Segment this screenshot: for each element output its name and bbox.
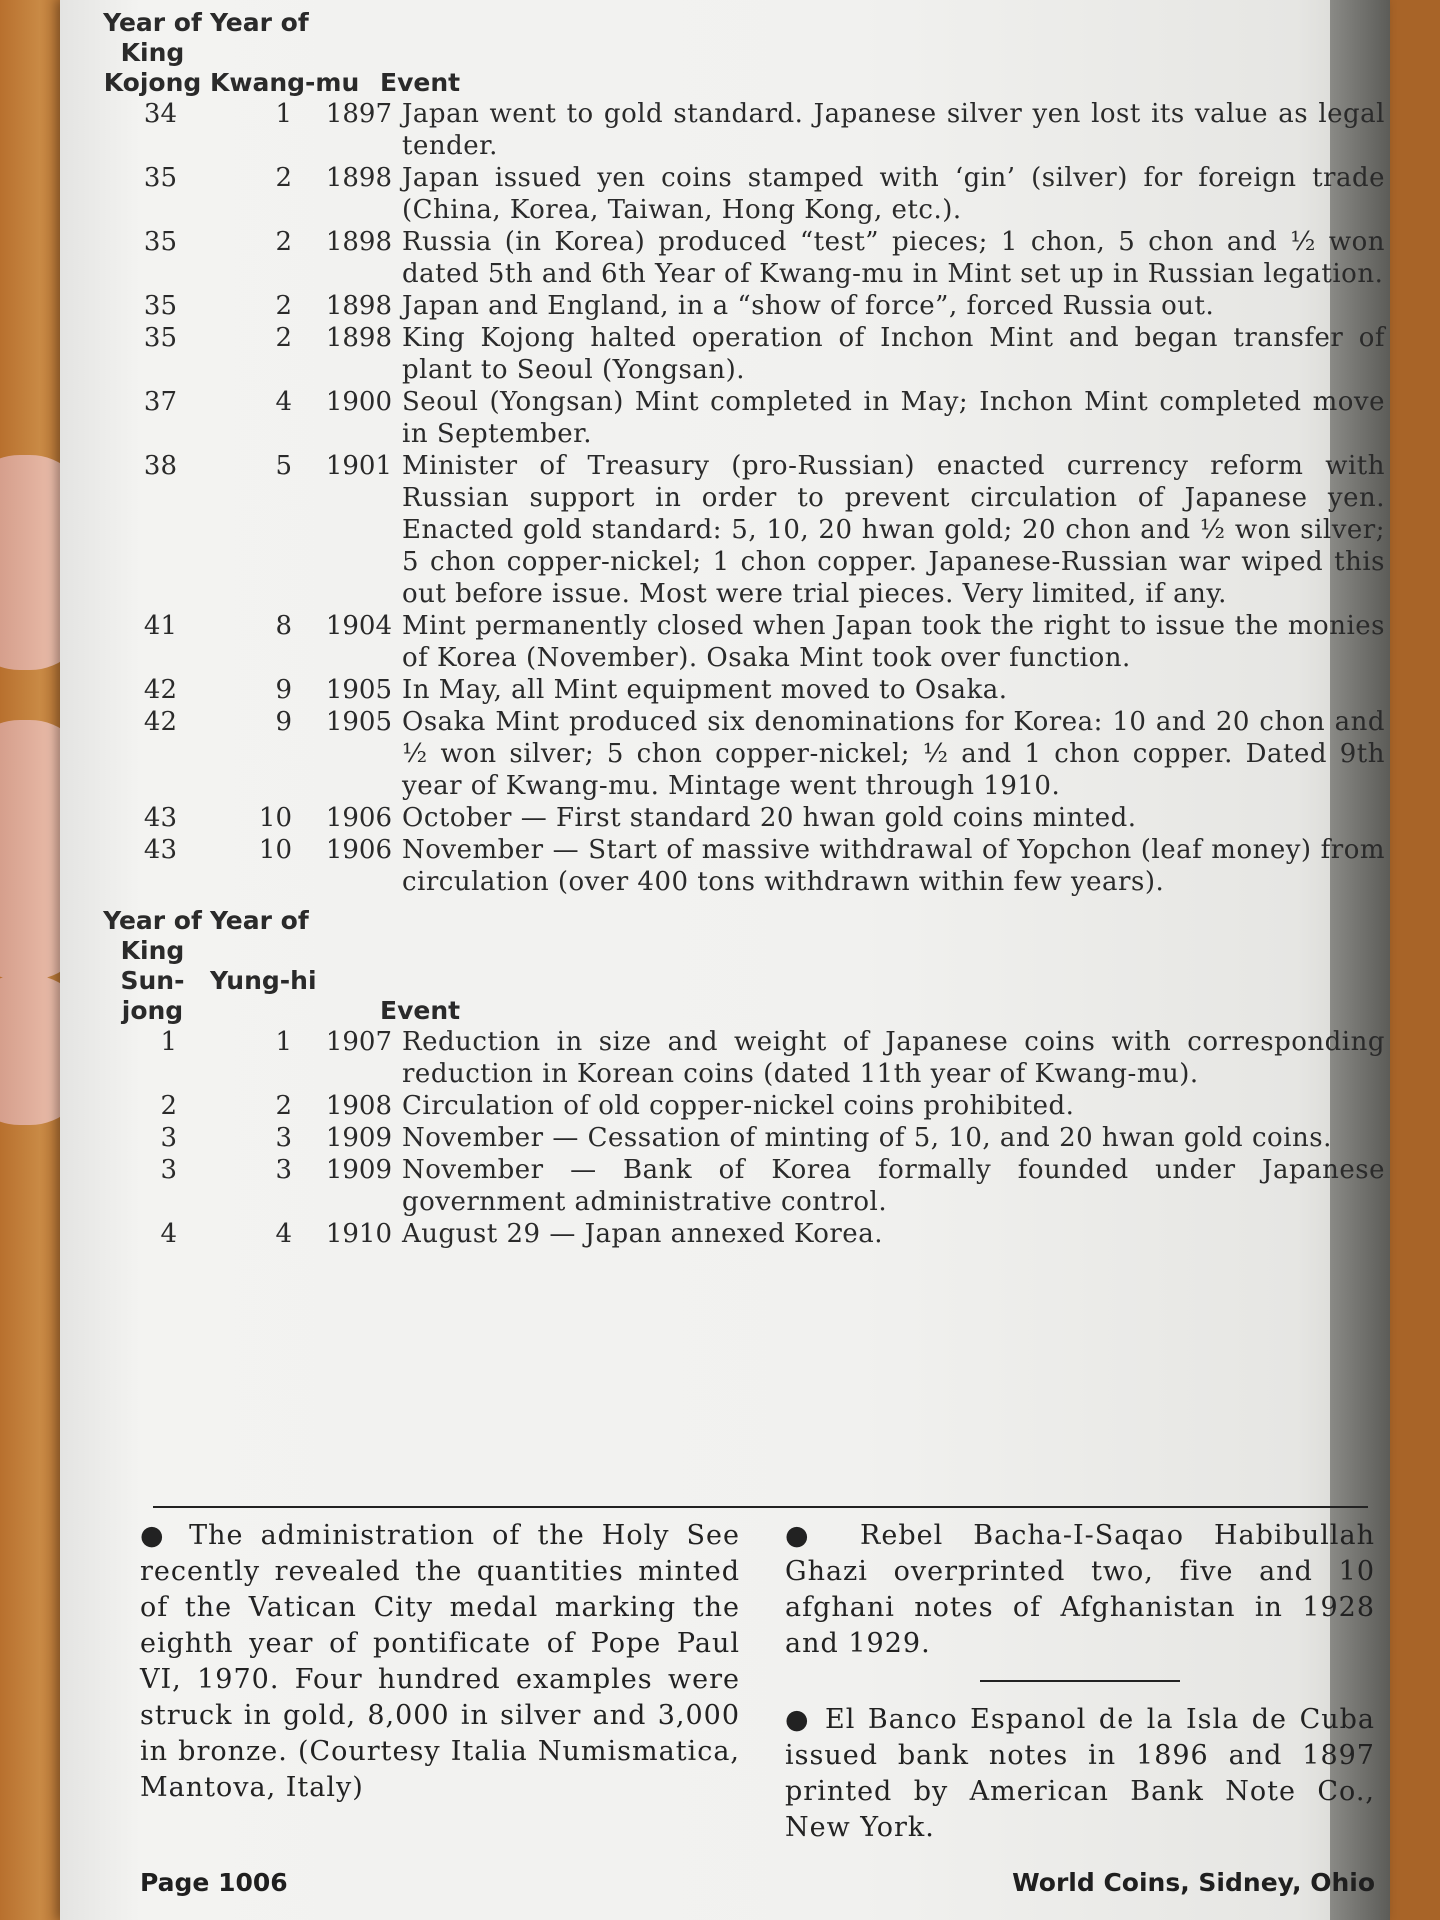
king-year-cell: 42: [143, 675, 177, 705]
event-cell: November — Start of massive withdrawal of Yopchon (leaf money) from circulation (over 400 tons withdrawn within few years).: [402, 835, 1385, 897]
king-year-cell: 35: [143, 163, 177, 193]
gregorian-year-cell: 1901: [325, 451, 392, 481]
gregorian-year-cell: 1898: [325, 163, 392, 193]
gregorian-year-cell: 1898: [325, 323, 392, 353]
reign-year-cell: 10: [258, 835, 292, 865]
reign-year-cell: 3: [275, 1123, 292, 1153]
reign-year-cell: 2: [275, 227, 292, 257]
king-year-cell: 2: [160, 1091, 177, 1121]
gregorian-year-cell: 1905: [325, 707, 392, 737]
event-cell: Japan went to gold standard. Japanese silver yen lost its value as legal tender.: [402, 99, 1385, 161]
reign-year-cell: 9: [275, 675, 292, 705]
event-cell: Seoul (Yongsan) Mint completed in May; Inchon Mint completed move in September.: [402, 387, 1385, 449]
reign-year-cell: 1: [275, 1027, 292, 1057]
section-divider: [153, 1506, 1368, 1508]
king-year-cell: 35: [143, 291, 177, 321]
king-year-cell: 42: [143, 707, 177, 737]
header-king-year: Year of King Kojong: [103, 8, 202, 97]
table-row: [95, 450, 1385, 610]
table-row: [95, 706, 1385, 802]
event-cell: August 29 — Japan annexed Korea.: [402, 1219, 883, 1249]
table-header-2: [95, 906, 1385, 1026]
event-cell: Russia (in Korea) produced “test” pieces; 1 chon, 5 chon and ½ won dated 5th and 6th Year of Kwang-mu in Mint set up in Russian legation.: [402, 227, 1385, 289]
table-row: [95, 1122, 1385, 1154]
table-row: [95, 1026, 1385, 1090]
short-divider: [980, 1680, 1180, 1682]
section1-rows: [95, 98, 1385, 898]
gregorian-year-cell: 1906: [325, 803, 392, 833]
table-row: [95, 226, 1385, 290]
table-row: [95, 802, 1385, 834]
table-row: [95, 322, 1385, 386]
reign-year-cell: 4: [275, 1219, 292, 1249]
gregorian-year-cell: 1904: [325, 611, 392, 641]
reign-year-cell: 2: [275, 1091, 292, 1121]
page-number: Page 1006: [140, 1868, 288, 1897]
table-row: [95, 834, 1385, 898]
reign-year-cell: 4: [275, 387, 292, 417]
king-year-cell: 35: [143, 323, 177, 353]
king-year-cell: 35: [143, 227, 177, 257]
table-header-1: [95, 8, 1385, 98]
event-cell: October — First standard 20 hwan gold coins minted.: [402, 803, 1137, 833]
gregorian-year-cell: 1898: [325, 227, 392, 257]
king-year-cell: 1: [160, 1027, 177, 1057]
header-event-2: Event: [380, 996, 461, 1025]
event-cell: King Kojong halted operation of Inchon Mint and began transfer of plant to Seoul (Yongsan).: [402, 323, 1385, 385]
king-year-cell: 3: [160, 1155, 177, 1185]
gregorian-year-cell: 1909: [325, 1155, 392, 1185]
reign-year-cell: 2: [275, 291, 292, 321]
event-cell: Japan issued yen coins stamped with ‘gin’ (silver) for foreign trade (China, Korea, Taiwan, Hong Kong, etc.).: [402, 163, 1385, 225]
king-year-cell: 38: [143, 451, 177, 481]
gregorian-year-cell: 1897: [325, 99, 392, 129]
event-cell: Circulation of old copper-nickel coins prohibited.: [402, 1091, 1075, 1121]
gregorian-year-cell: 1906: [325, 835, 392, 865]
king-year-cell: 43: [143, 835, 177, 865]
note-afghanistan: ● Rebel Bacha-I-Saqao Habibullah Ghazi overprinted two, five and 10 afghani notes of Afghanistan in 1928 and 1929.: [785, 1520, 1375, 1659]
table-row: [95, 1090, 1385, 1122]
reign-year-cell: 5: [275, 451, 292, 481]
table-row: [95, 98, 1385, 162]
event-cell: Minister of Treasury (pro-Russian) enacted currency reform with Russian support in order to prevent circulation of Japanese yen. Enacted gold standard: 5, 10, 20 hwan gold; 20 chon and ½ won silver; 5 chon copper-nickel; 1 chon copper. Japanese-Russian war wiped this out before issue. Most were trial pieces. Very limited, if any.: [402, 451, 1385, 609]
event-cell: November — Bank of Korea formally founded under Japanese government administrative control.: [402, 1155, 1385, 1217]
reign-year-cell: 10: [258, 803, 292, 833]
note-right: [785, 1518, 1375, 1864]
event-cell: In May, all Mint equipment moved to Osaka.: [402, 675, 1008, 705]
table-row: [95, 162, 1385, 226]
page-footer: [140, 1868, 1375, 1897]
gregorian-year-cell: 1905: [325, 675, 392, 705]
event-cell: November — Cessation of minting of 5, 10, and 20 hwan gold coins.: [402, 1123, 1332, 1153]
reign-year-cell: 8: [275, 611, 292, 641]
publication-name: World Coins, Sidney, Ohio: [1012, 1868, 1375, 1897]
header-king-year-2: Year of King Sun-jong: [103, 906, 202, 1025]
table-row: [95, 1218, 1385, 1250]
event-cell: Mint permanently closed when Japan took the right to issue the monies of Korea (November). Osaka Mint took over function.: [402, 611, 1385, 673]
table-row: [95, 610, 1385, 674]
king-year-cell: 43: [143, 803, 177, 833]
king-year-cell: 4: [160, 1219, 177, 1249]
gregorian-year-cell: 1907: [325, 1027, 392, 1057]
king-year-cell: 37: [143, 387, 177, 417]
reign-year-cell: 3: [275, 1155, 292, 1185]
king-year-cell: 41: [143, 611, 177, 641]
header-event: Event: [380, 68, 461, 97]
table-row: [95, 674, 1385, 706]
event-cell: Reduction in size and weight of Japanese coins with corresponding reduction in Korean coins (dated 11th year of Kwang-mu).: [402, 1027, 1385, 1089]
section2-rows: [95, 1026, 1385, 1250]
king-year-cell: 3: [160, 1123, 177, 1153]
gregorian-year-cell: 1909: [325, 1123, 392, 1153]
event-cell: Osaka Mint produced six denominations for Korea: 10 and 20 chon and ½ won silver; 5 chon copper-nickel; ½ and 1 chon copper. Dated 9th year of Kwang-mu. Mintage went through 1910.: [402, 707, 1385, 801]
gregorian-year-cell: 1900: [325, 387, 392, 417]
reign-year-cell: 2: [275, 163, 292, 193]
header-reign-year: Year of Kwang-mu: [210, 8, 360, 97]
reign-year-cell: 1: [275, 99, 292, 129]
gregorian-year-cell: 1908: [325, 1091, 392, 1121]
note-cuba: ● El Banco Espanol de la Isla de Cuba issued bank notes in 1896 and 1897 printed by American Bank Note Co., New York.: [785, 1704, 1375, 1843]
king-year-cell: 34: [143, 99, 177, 129]
gregorian-year-cell: 1898: [325, 291, 392, 321]
table-row: [95, 1154, 1385, 1218]
reign-year-cell: 2: [275, 323, 292, 353]
note-vatican: ● The administration of the Holy See recently revealed the quantities minted of the Vatican City medal marking the eighth year of pontificate of Pope Paul VI, 1970. Four hundred examples were struck in gold, 8,000 in silver and 3,000 in bronze. (Courtesy Italia Numismatica, Mantova, Italy): [140, 1520, 740, 1803]
table-row: [95, 386, 1385, 450]
header-reign-year-2: Year of Yung-hi: [210, 906, 317, 995]
event-cell: Japan and England, in a “show of force”, forced Russia out.: [402, 291, 1215, 321]
note-left: [140, 1518, 740, 1864]
reign-year-cell: 9: [275, 707, 292, 737]
news-notes: [140, 1518, 1375, 1864]
table-row: [95, 290, 1385, 322]
gregorian-year-cell: 1910: [325, 1219, 392, 1249]
chronology-table: [95, 8, 1385, 1250]
